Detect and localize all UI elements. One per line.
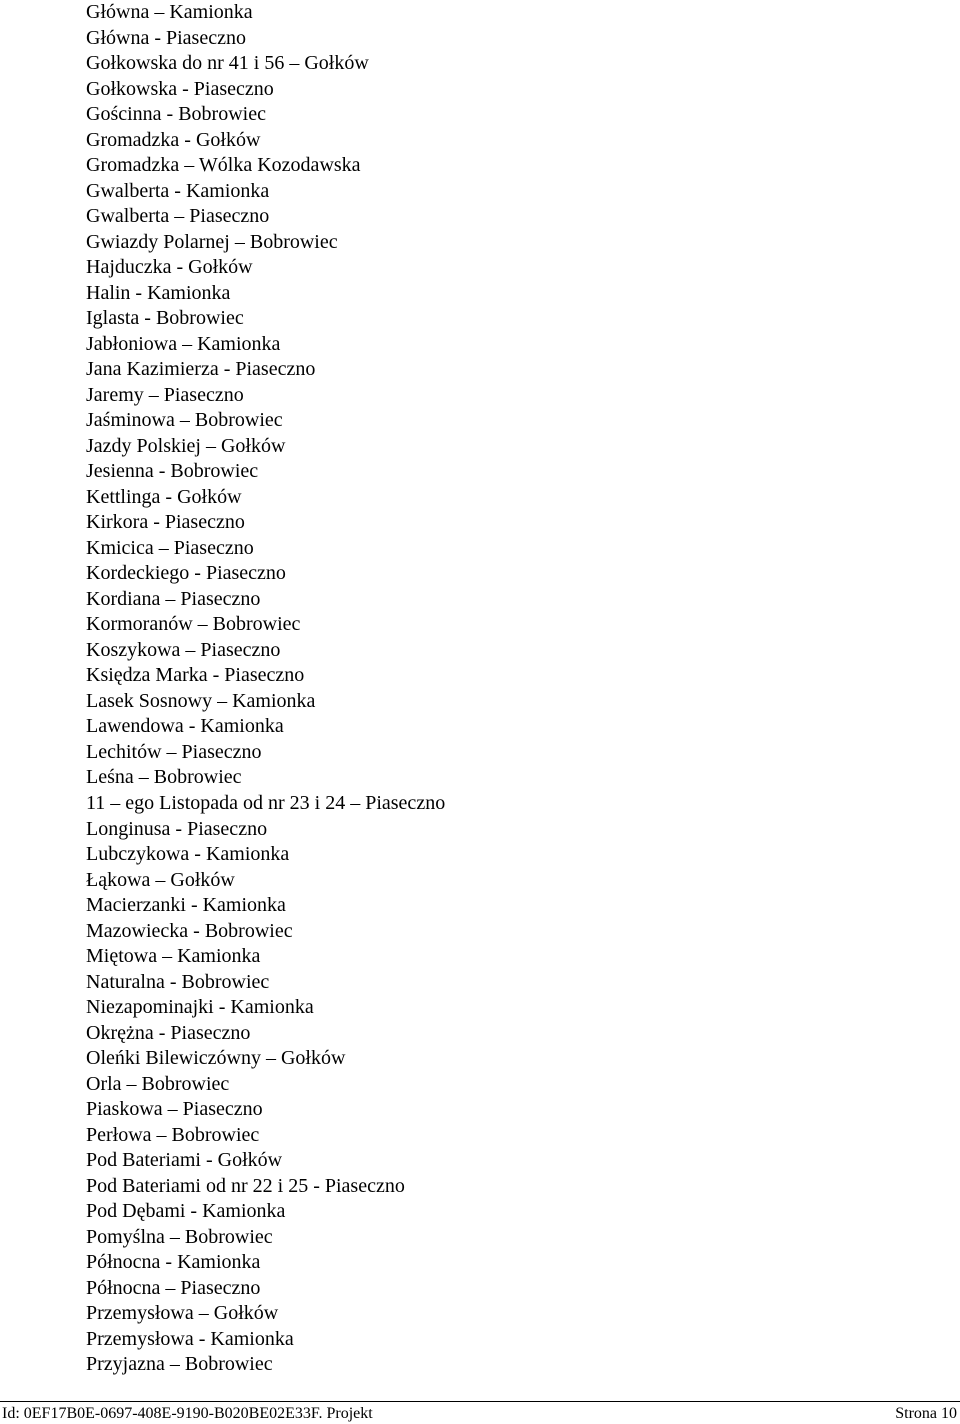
street-entry: Północna - Kamionka [86,1251,261,1274]
street-entry: Koszykowa – Piaseczno [86,638,281,661]
street-entry: Kordeckiego - Piaseczno [86,562,286,585]
street-entry: Lasek Sosnowy – Kamionka [86,689,316,712]
street-entry: Perłowa – Bobrowiec [86,1123,260,1146]
street-entry: Gromadzka - Gołków [86,128,261,151]
page-number: Strona 10 [895,1405,957,1422]
street-entry: Halin - Kamionka [86,281,231,304]
street-entry: Gołkowska do nr 41 i 56 – Gołków [86,52,369,75]
street-entry: Jana Kazimierza - Piaseczno [86,358,316,381]
street-entry: Przemysłowa - Kamionka [86,1327,294,1350]
street-entry: Okrężna - Piaseczno [86,1021,251,1044]
street-entry: Miętowa – Kamionka [86,945,261,968]
street-entry: Kmicica – Piaseczno [86,536,254,559]
street-entry: Leśna – Bobrowiec [86,766,242,789]
street-entry: Kordiana – Piaseczno [86,587,261,610]
street-entry: Lechitów – Piaseczno [86,740,262,763]
street-entry: Gwiazdy Polarnej – Bobrowiec [86,230,338,253]
street-entry: Niezapominajki - Kamionka [86,996,314,1019]
street-entry: Przyjazna – Bobrowiec [86,1353,273,1376]
street-entry: Kettlinga - Gołków [86,485,242,508]
street-entry: Pod Bateriami od nr 22 i 25 - Piaseczno [86,1174,405,1197]
street-entry: Lubczykowa - Kamionka [86,843,290,866]
street-entry: Gołkowska - Piaseczno [86,77,274,100]
street-entry: Jaśminowa – Bobrowiec [86,409,283,432]
street-entry: 11 – ego Listopada od nr 23 i 24 – Piaseczno [86,791,446,814]
street-entry: Gwalberta – Piaseczno [86,205,270,228]
street-entry: Piaskowa – Piaseczno [86,1098,263,1121]
street-entry: Orla – Bobrowiec [86,1072,230,1095]
street-entry: Macierzanki - Kamionka [86,894,286,917]
street-entry: Główna - Piaseczno [86,26,246,49]
street-entry: Pod Dębami - Kamionka [86,1200,286,1223]
street-entry: Gwalberta - Kamionka [86,179,270,202]
street-entry: Księdza Marka - Piaseczno [86,664,305,687]
street-entry: Iglasta - Bobrowiec [86,307,244,330]
street-entry: Jabłoniowa – Kamionka [86,332,281,355]
street-entry: Lawendowa - Kamionka [86,715,284,738]
street-entry: Gościnna - Bobrowiec [86,103,266,126]
street-entry: Hajduczka - Gołków [86,256,253,279]
street-list [86,0,445,1378]
street-entry: Mazowiecka - Bobrowiec [86,919,293,942]
street-entry: Jaremy – Piaseczno [86,383,244,406]
street-entry: Główna – Kamionka [86,1,253,23]
street-entry: Pod Bateriami - Gołków [86,1149,283,1172]
street-entry: Pomyślna – Bobrowiec [86,1225,273,1248]
street-entry: Łąkowa – Gołków [86,868,235,891]
street-entry: Naturalna - Bobrowiec [86,970,270,993]
page-footer [0,1404,960,1424]
document-id: Id: 0EF17B0E-0697-408E-9190-B020BE02E33F. Projekt [2,1405,373,1422]
street-entry: Kormoranów – Bobrowiec [86,613,301,636]
street-entry: Longinusa - Piaseczno [86,817,268,840]
street-entry: Kirkora - Piaseczno [86,511,245,534]
footer-divider [0,1401,960,1402]
street-entry: Jesienna - Bobrowiec [86,460,259,483]
street-entry: Północna – Piaseczno [86,1276,261,1299]
street-entry: Oleńki Bilewiczówny – Gołków [86,1047,346,1070]
street-entry: Przemysłowa – Gołków [86,1302,279,1325]
street-entry: Gromadzka – Wólka Kozodawska [86,154,361,177]
street-entry: Jazdy Polskiej – Gołków [86,434,286,457]
